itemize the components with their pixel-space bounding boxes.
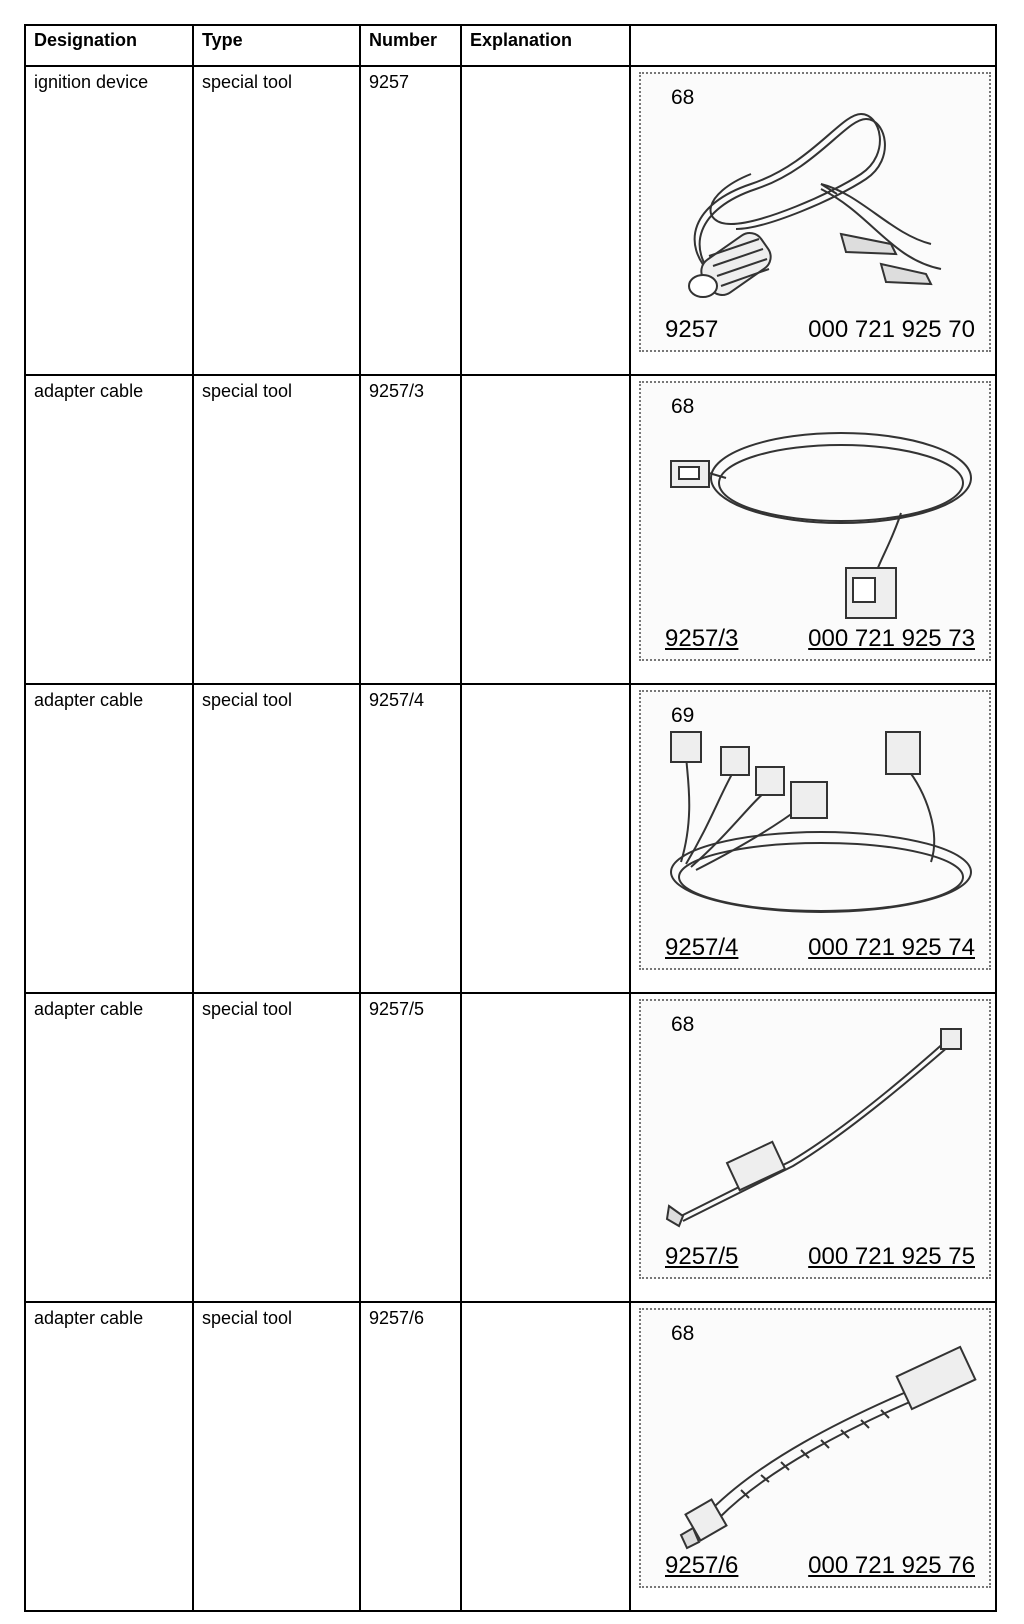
figure-part-number: 000 721 925 75 — [808, 1243, 975, 1270]
cell-type: special tool — [193, 993, 360, 1302]
multi-connector-cable-illustration — [641, 692, 989, 968]
table-row — [25, 993, 996, 1302]
figure-number: 68 — [671, 1322, 695, 1345]
cell-explanation — [461, 684, 630, 993]
figure-number: 68 — [671, 395, 695, 418]
table-row — [25, 66, 996, 375]
cell-figure — [630, 1302, 996, 1611]
figure-tool-number: 9257/3 — [665, 625, 739, 652]
cell-explanation — [461, 1302, 630, 1611]
cell-number: 9257 — [360, 66, 461, 375]
cell-type: special tool — [193, 375, 360, 684]
figure-part-number: 000 721 925 70 — [808, 316, 975, 343]
cell-number: 9257/3 — [360, 375, 461, 684]
cell-designation: adapter cable — [25, 684, 193, 993]
cell-designation: ignition device — [25, 66, 193, 375]
cell-figure — [630, 993, 996, 1302]
header-figure — [630, 25, 996, 66]
cell-designation: adapter cable — [25, 993, 193, 1302]
figure-tool-number: 9257/5 — [665, 1243, 739, 1270]
cell-explanation — [461, 375, 630, 684]
header-number: Number — [360, 25, 461, 66]
table-header-row — [25, 25, 996, 66]
cell-designation: adapter cable — [25, 375, 193, 684]
cell-designation: adapter cable — [25, 1302, 193, 1611]
cell-number: 9257/5 — [360, 993, 461, 1302]
figure-part-number: 000 721 925 74 — [808, 934, 975, 961]
table-row — [25, 375, 996, 684]
braided-adapter-cable-illustration — [641, 1310, 989, 1586]
figure-tool-number: 9257 — [665, 316, 719, 343]
adapter-cable-illustration — [641, 383, 989, 659]
thin-adapter-cable-illustration — [641, 1001, 989, 1277]
header-explanation: Explanation — [461, 25, 630, 66]
cell-type: special tool — [193, 66, 360, 375]
figure-number: 68 — [671, 1013, 695, 1036]
table-row — [25, 1302, 996, 1611]
cell-number: 9257/4 — [360, 684, 461, 993]
cell-number: 9257/6 — [360, 1302, 461, 1611]
figure-tool-number: 9257/6 — [665, 1552, 739, 1579]
figure-part-number: 000 721 925 76 — [808, 1552, 975, 1579]
header-designation: Designation — [25, 25, 193, 66]
cell-explanation — [461, 993, 630, 1302]
figure-number: 69 — [671, 704, 695, 727]
tool-figure — [639, 1308, 991, 1588]
figure-number: 68 — [671, 86, 695, 109]
tool-figure — [639, 72, 991, 352]
tool-figure — [639, 381, 991, 661]
cell-figure — [630, 684, 996, 993]
figure-tool-number: 9257/4 — [665, 934, 739, 961]
tool-figure — [639, 690, 991, 970]
header-type: Type — [193, 25, 360, 66]
cell-type: special tool — [193, 684, 360, 993]
table-row — [25, 684, 996, 993]
cell-figure — [630, 375, 996, 684]
tool-figure — [639, 999, 991, 1279]
cell-explanation — [461, 66, 630, 375]
special-tools-table — [24, 24, 997, 1612]
figure-part-number: 000 721 925 73 — [808, 625, 975, 652]
ignition-device-illustration — [641, 74, 989, 350]
cell-figure — [630, 66, 996, 375]
cell-type: special tool — [193, 1302, 360, 1611]
